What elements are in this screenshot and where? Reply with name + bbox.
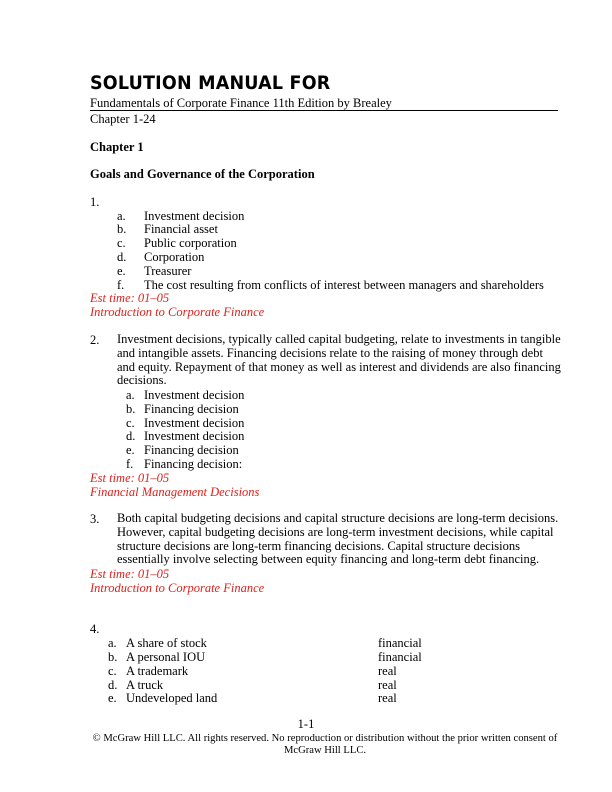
q4-item-type: financial <box>378 636 422 650</box>
question-2-number: 2. <box>90 333 100 347</box>
q2-item-text: Financing decision: <box>144 457 243 471</box>
q2-item-text: Financing decision <box>144 402 239 416</box>
q4-item-letter: c. <box>108 664 117 678</box>
q2-item-letter: c. <box>126 416 135 430</box>
question-3-number: 3. <box>90 512 100 526</box>
q1-item-text: Corporation <box>144 250 205 264</box>
chapter-range: Chapter 1-24 <box>90 112 156 126</box>
q1-item-text: The cost resulting from conflicts of interest between managers and shareholders <box>144 278 544 292</box>
question-2-text: Investment decisions, typically called capital budgeting, relate to investments in tangible and intangible assets. Financing decisions relate to the raising of money through debt and equity. Repayment of that money as well as interest and dividends are also financing decisions. <box>117 332 561 388</box>
q1-item-text: Public corporation <box>144 236 237 250</box>
q4-item-letter: b. <box>108 650 118 664</box>
book-subtitle: Fundamentals of Corporate Finance 11th Edition by Brealey <box>90 96 392 110</box>
q1-est-time: Est time: 01–05 <box>90 291 170 305</box>
q4-item-text: Undeveloped land <box>126 691 218 705</box>
q2-item-letter: f. <box>126 457 134 471</box>
q4-item-type: financial <box>378 650 422 664</box>
q3-est-time: Est time: 01–05 <box>90 567 170 581</box>
q1-item-letter: b. <box>117 222 127 236</box>
q1-item-letter: e. <box>117 264 126 278</box>
chapter-heading: Chapter 1 <box>90 140 144 154</box>
q4-item-type: real <box>378 691 397 705</box>
q2-item-letter: e. <box>126 443 135 457</box>
question-3-text: Both capital budgeting decisions and capital structure decisions are long-term decisions. However, capital budgeting decisions are long-term investment decisions, while capital structure decisions are long-term financing decisions. Capital structure decisions essentially involve selecting between equity financing and long-term debt financing. <box>117 511 559 567</box>
q4-item-text: A truck <box>126 678 164 692</box>
q3-topic: Introduction to Corporate Finance <box>90 581 265 595</box>
question-4-number: 4. <box>90 622 100 636</box>
q2-est-time: Est time: 01–05 <box>90 471 170 485</box>
q2-item-letter: a. <box>126 388 135 402</box>
q2-topic: Financial Management Decisions <box>90 485 260 499</box>
page-number: 1-1 <box>297 717 315 731</box>
q1-item-text: Investment decision <box>144 209 245 223</box>
q4-item-type: real <box>378 678 397 692</box>
q1-item-letter: a. <box>117 209 126 223</box>
q1-item-letter: d. <box>117 250 127 264</box>
manual-title: SOLUTION MANUAL FOR <box>90 73 331 95</box>
q4-item-text: A share of stock <box>126 636 207 650</box>
q2-item-letter: b. <box>126 402 136 416</box>
q4-item-type: real <box>378 664 397 678</box>
header-rule <box>90 110 558 111</box>
q2-item-text: Financing decision <box>144 443 239 457</box>
q1-item-text: Financial asset <box>144 222 218 236</box>
q2-item-text: Investment decision <box>144 416 245 430</box>
q4-item-letter: d. <box>108 678 118 692</box>
q2-item-text: Investment decision <box>144 388 245 402</box>
copyright-notice: © McGraw Hill LLC. All rights reserved. No reproduction or distribution without the prior written consent of McGraw Hill LLC. <box>92 733 558 756</box>
q4-item-letter: e. <box>108 691 117 705</box>
q1-topic: Introduction to Corporate Finance <box>90 305 265 319</box>
question-1-number: 1. <box>90 195 100 209</box>
q4-item-text: A trademark <box>126 664 189 678</box>
q1-item-text: Treasurer <box>144 264 192 278</box>
q2-item-letter: d. <box>126 429 136 443</box>
q1-item-letter: c. <box>117 236 126 250</box>
q4-item-letter: a. <box>108 636 117 650</box>
section-heading: Goals and Governance of the Corporation <box>90 167 315 181</box>
q2-item-text: Investment decision <box>144 429 245 443</box>
q4-item-text: A personal IOU <box>126 650 206 664</box>
q1-item-letter: f. <box>117 278 125 292</box>
